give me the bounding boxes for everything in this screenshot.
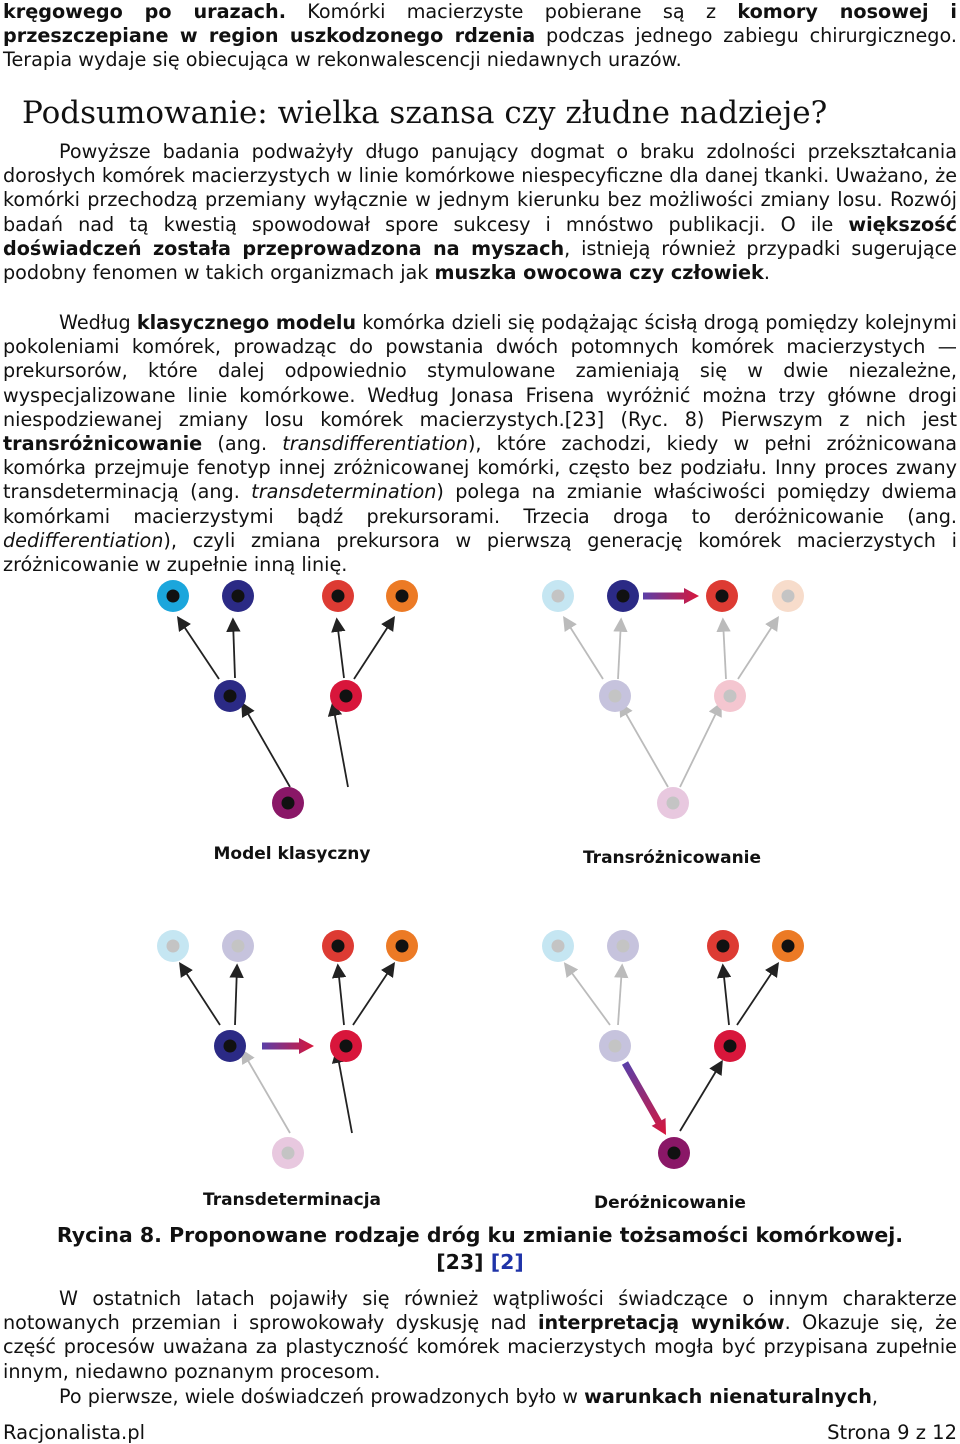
panel-label-classic: Model klasyczny — [213, 844, 371, 864]
section-heading: Podsumowanie: wielka szansa czy złudne nadzieje? — [22, 95, 828, 131]
cell — [272, 787, 304, 819]
cell — [714, 1030, 746, 1062]
bold-text: kręgowego po urazach. — [3, 0, 286, 23]
arrow — [181, 965, 220, 1025]
figure-caption: Rycina 8. Proponowane rodzaje dróg ku zmianie tożsamości komórkowej. [23] [2] — [56, 1223, 904, 1274]
arrow — [243, 705, 290, 787]
panel-label-transdifferentiation: Transróżnicowanie — [582, 848, 762, 868]
panel-label-dedifferentiation: Deróżnicowanie — [594, 1193, 746, 1213]
cell — [330, 1030, 362, 1062]
highlight-arrow — [262, 1038, 314, 1054]
cell — [542, 930, 574, 962]
arrow — [618, 967, 622, 1025]
cell — [657, 787, 689, 819]
cell — [322, 930, 354, 962]
highlight-arrow — [643, 588, 699, 604]
cell — [599, 680, 631, 712]
cell — [386, 930, 418, 962]
cell — [272, 1137, 304, 1169]
cell — [772, 580, 804, 612]
arrow — [737, 965, 777, 1025]
cell — [222, 580, 254, 612]
arrow — [618, 621, 621, 679]
cell — [214, 1030, 246, 1062]
figure-cell-fate-diagram — [140, 575, 820, 1225]
reference-link[interactable]: [2] — [490, 1250, 524, 1274]
arrow — [337, 1052, 352, 1133]
bold-text: komory nosowej i przeszczepiane w region uszkodzonego rdzenia — [3, 0, 957, 48]
arrow — [354, 619, 393, 679]
cell — [607, 580, 639, 612]
arrow — [566, 965, 610, 1025]
arrow — [723, 967, 729, 1025]
cell — [322, 580, 354, 612]
arrow — [333, 705, 348, 787]
cell — [330, 680, 362, 712]
cell — [658, 1137, 690, 1169]
arrow — [179, 619, 219, 679]
arrow — [680, 1063, 721, 1131]
cell — [214, 680, 246, 712]
arrow — [338, 967, 344, 1025]
arrow — [723, 621, 726, 679]
cell — [714, 680, 746, 712]
cell — [386, 580, 418, 612]
footer-site-name: Racjonalista.pl — [3, 1421, 146, 1444]
panel-label-transdetermination: Transdeterminacja — [202, 1190, 382, 1210]
arrow — [621, 705, 668, 787]
cell — [707, 930, 739, 962]
arrow — [738, 619, 777, 679]
cell — [772, 930, 804, 962]
arrow — [337, 621, 344, 678]
intro-paragraph: kręgowego po urazach. Komórki macierzyste pobierane są z komory nosowej i przeszczepiane w region uszkodzonego rdzenia podczas jednego zabiegu chirurgicznego. Terapia wydaje się obiecująca w rekonwalescencji niedawnych urazów. — [3, 0, 957, 72]
paragraph-3: W ostatnich latach pojawiły się również wątpliwości świadczące o innym charakterze notowanych przemian i sprowokowały dyskusję nad interpretacją wyników. Okazuje się, że część procesów uważana za plastyczność komórek macierzystych mogła być przypisana zupełnie innym, niedawno poznanym procesom. — [3, 1287, 957, 1383]
arrow — [243, 1052, 290, 1133]
paragraph-2: Według klasycznego modelu komórka dzieli się podążając ścisłą drogą pomiędzy kolejnymi pokoleniami komórek, prowadząc do powstania dwóch potomnych komórek macierzystych — prekursorów, które dalej odpowiednio stymulowane zamieniają się w dwie niezależne, wyspecjalizowane linie komórkowe. Według Jonasa Frisena wyróżnić można trzy główne drogi niespodziewanej zmiany losu komórek macierzystych.[23] (Ryc. 8) Pierwszym z nich jest transróżnicowanie (ang. transdifferentiation), które zachodzi, kiedy w pełni zróżnicowana komórka przejmuje fenotyp innej zróżnicowanej komórki, często bez podziału. Inny proces zwany transdeterminacją (ang. transdetermination) polega na zmianie właściwości pomiędzy dwiema komórkami macierzystymi bądź prekursorami. Trzecia droga to deróżnicowanie (ang. dedifferentiation), czyli zmiana prekursora w pierwszą generację komórek macierzystych i zróżnicowanie w zupełnie inną linię. — [3, 311, 958, 577]
cell — [607, 930, 639, 962]
footer-page-number: Strona 9 z 12 — [827, 1421, 957, 1444]
cell — [157, 580, 189, 612]
cell — [542, 580, 574, 612]
arrow — [680, 705, 720, 787]
arrow — [565, 619, 603, 679]
arrow — [235, 967, 237, 1025]
cell — [599, 1030, 631, 1062]
highlight-arrow — [622, 1061, 666, 1135]
paragraph-4: Po pierwsze, wiele doświadczeń prowadzonych było w warunkach nienaturalnych, — [59, 1385, 878, 1408]
cell — [157, 930, 189, 962]
cell — [706, 580, 738, 612]
paragraph-1: Powyższe badania podważyły długo panujący dogmat o braku zdolności przekształcania dorosłych komórek macierzystych w linie komórkowe niespecyficzne dla danej tkanki. Uważano, że komórki przechodzą przemiany wyłącznie w jednym kierunku bez możliwości zmiany losu. Rozwój badań nad tą kwestią spowodował spore sukcesy i mnóstwo publikacji. O ile większość doświadczeń została przeprowadzona na myszach, istnieją również przypadki sugerujące podobny fenomen w takich organizmach jak muszka owocowa czy człowiek. — [3, 140, 957, 285]
arrow — [353, 965, 393, 1025]
cell — [222, 930, 254, 962]
arrow — [233, 621, 235, 678]
